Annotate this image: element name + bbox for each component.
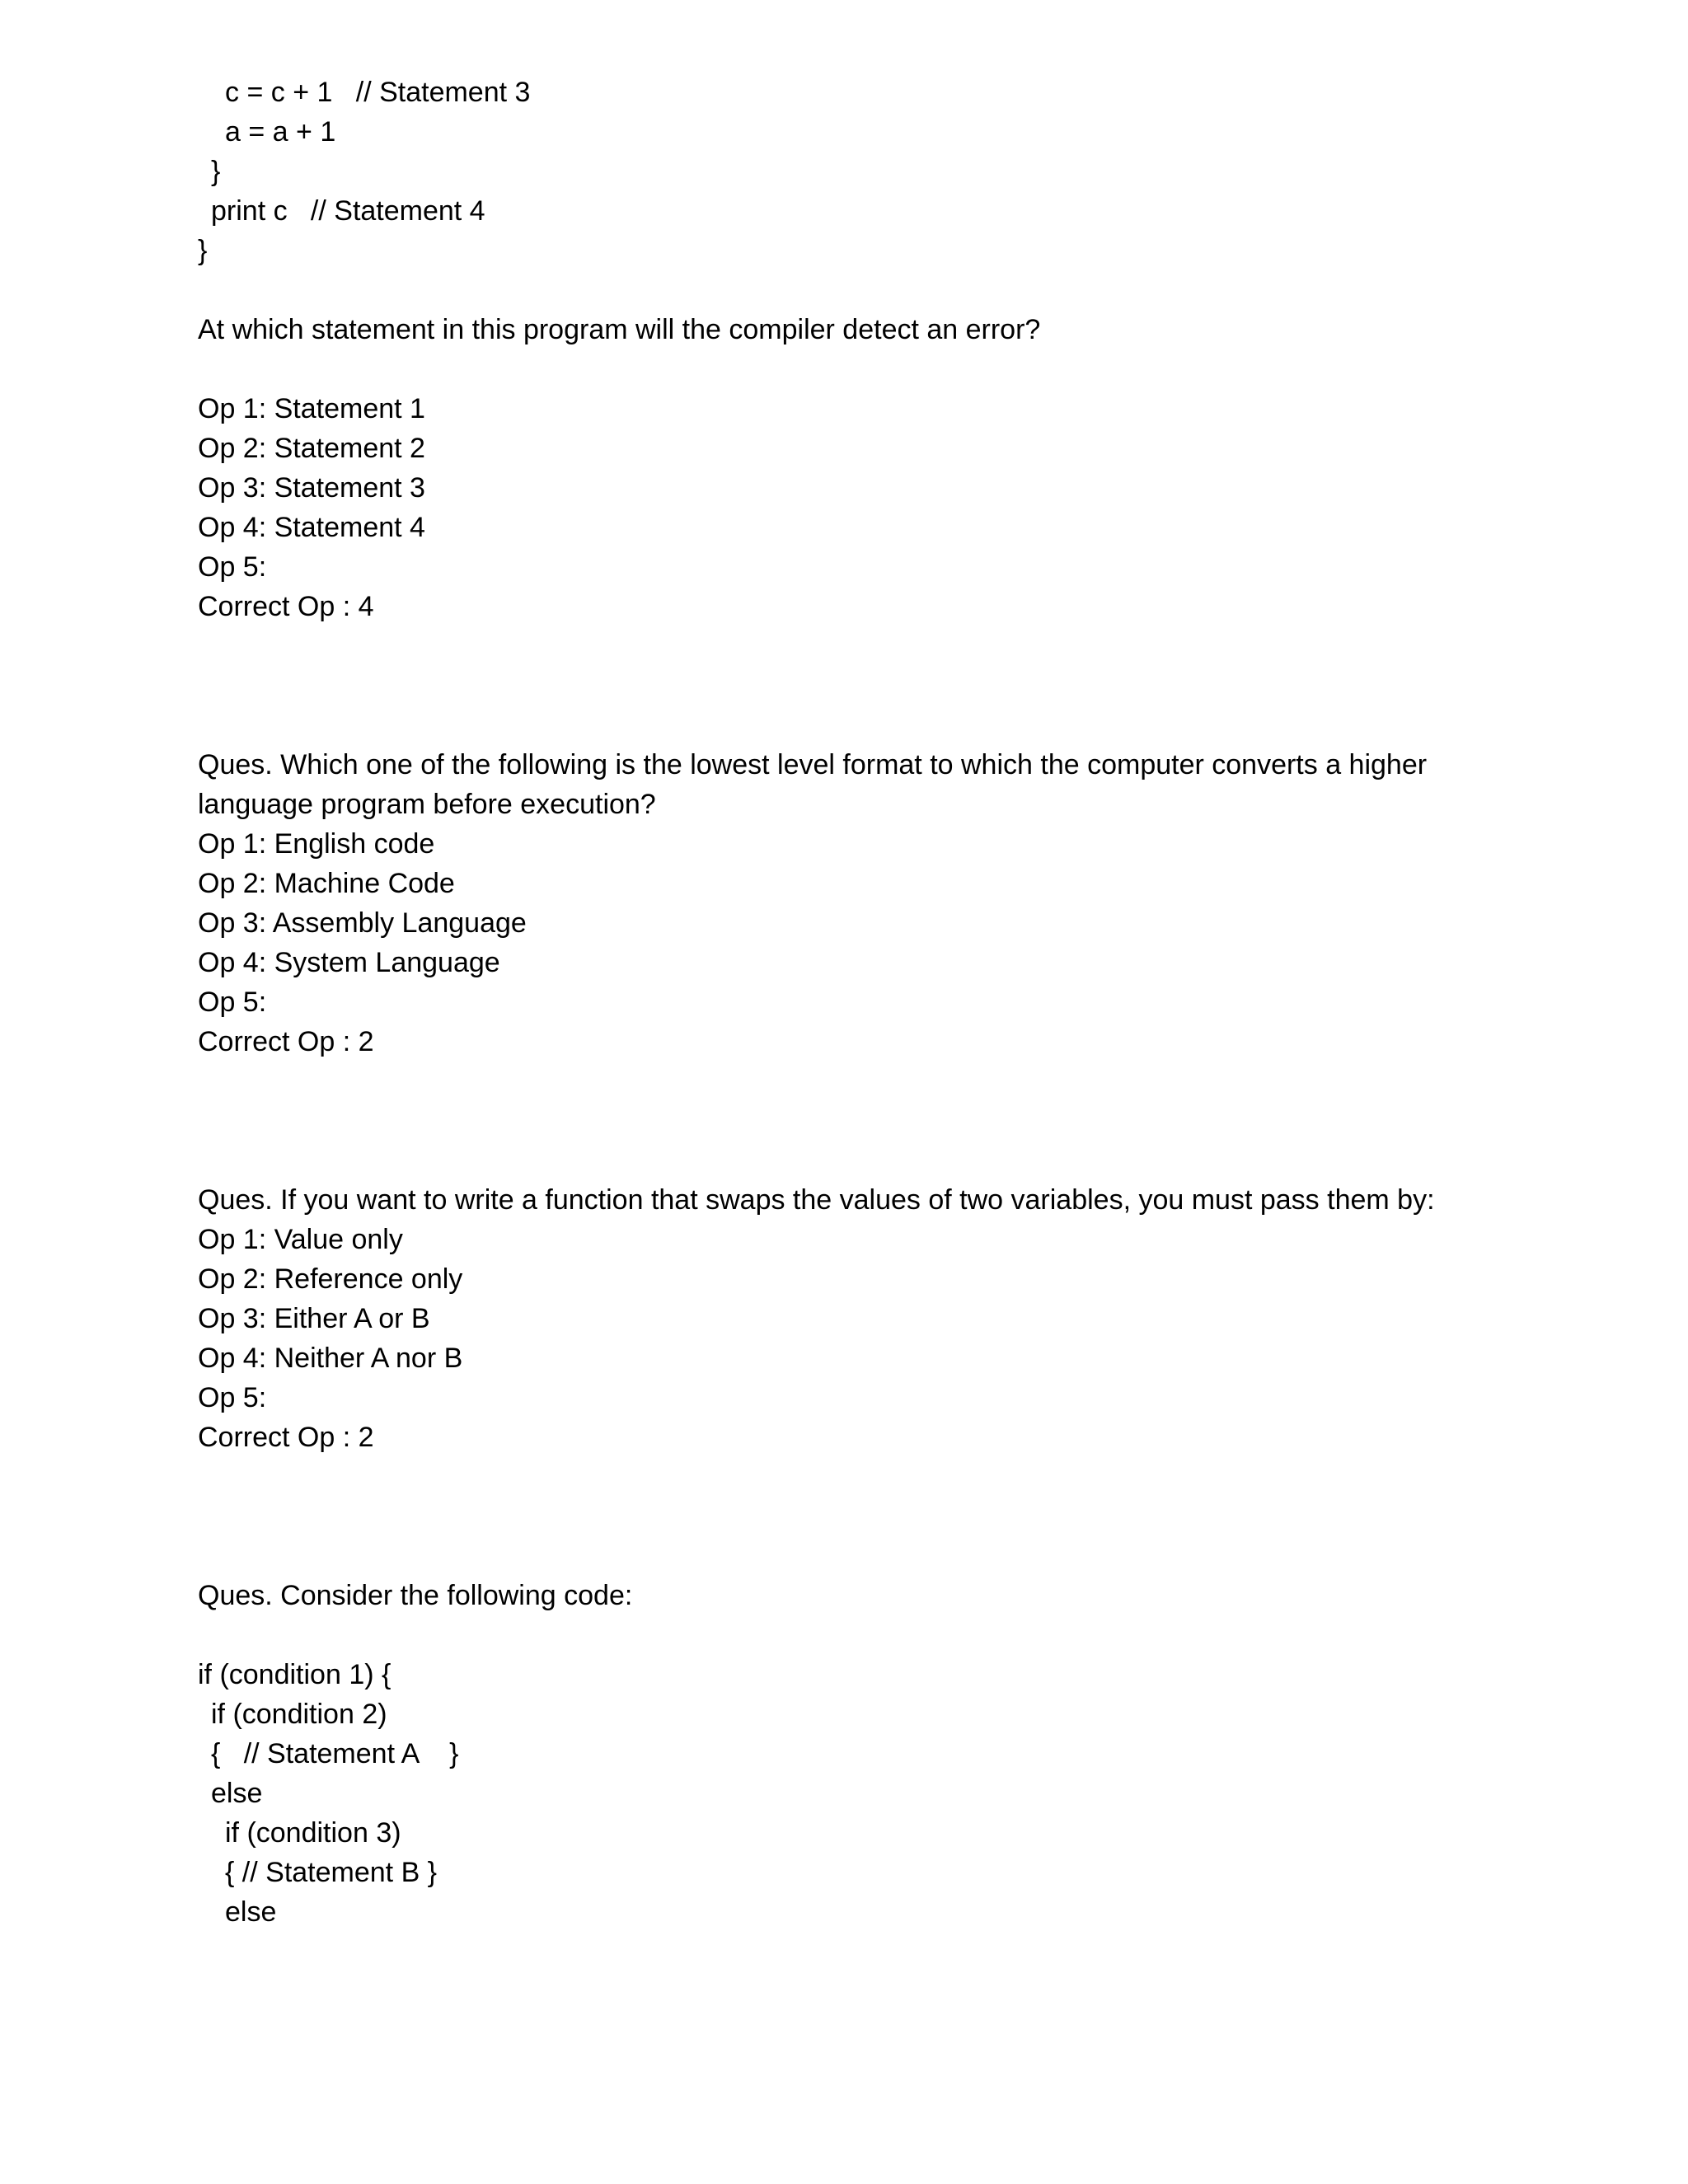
code-line: if (condition 1) { [198, 1659, 392, 1690]
code-line: a = a + 1 [225, 116, 336, 148]
code-line: if (condition 2) [211, 1699, 387, 1730]
code-line: { // Statement B } [225, 1857, 438, 1888]
option-item: Op 4: System Language [198, 947, 500, 978]
question-text: Ques. If you want to write a function that swaps the values of two variables, you must pass them by: [198, 1184, 1435, 1216]
correct-option: Correct Op : 2 [198, 1026, 374, 1057]
option-item: Op 5: [198, 1382, 267, 1413]
option-item: Op 3: Either A or B [198, 1303, 430, 1334]
option-item: Op 1: Value only [198, 1224, 403, 1255]
question-text: At which statement in this program will the compiler detect an error? [198, 314, 1041, 345]
code-line: else [211, 1778, 263, 1809]
option-item: Op 4: Neither A nor B [198, 1343, 463, 1374]
correct-option: Correct Op : 4 [198, 591, 374, 622]
code-line: if (condition 3) [225, 1817, 401, 1849]
option-item: Op 5: [198, 987, 267, 1018]
option-item: Op 3: Statement 3 [198, 472, 425, 504]
code-line: else [225, 1896, 277, 1928]
question-text: Ques. Consider the following code: [198, 1580, 633, 1611]
option-item: Op 2: Reference only [198, 1263, 463, 1295]
question-text: Ques. Which one of the following is the lowest level format to which the computer converts a higher [198, 749, 1428, 780]
code-line: { // Statement A } [211, 1738, 459, 1769]
code-line: } [211, 156, 221, 187]
code-line: c = c + 1 // Statement 3 [225, 77, 531, 108]
option-item: Op 2: Machine Code [198, 868, 455, 899]
option-item: Op 3: Assembly Language [198, 907, 527, 939]
option-item: Op 1: English code [198, 828, 435, 860]
code-line: print c // Statement 4 [211, 195, 485, 227]
code-line: } [198, 235, 208, 266]
option-item: Op 2: Statement 2 [198, 433, 425, 464]
option-item: Op 5: [198, 551, 267, 583]
correct-option: Correct Op : 2 [198, 1422, 374, 1453]
option-item: Op 4: Statement 4 [198, 512, 425, 543]
option-item: Op 1: Statement 1 [198, 393, 425, 424]
question-text-continued: language program before execution? [198, 789, 656, 820]
